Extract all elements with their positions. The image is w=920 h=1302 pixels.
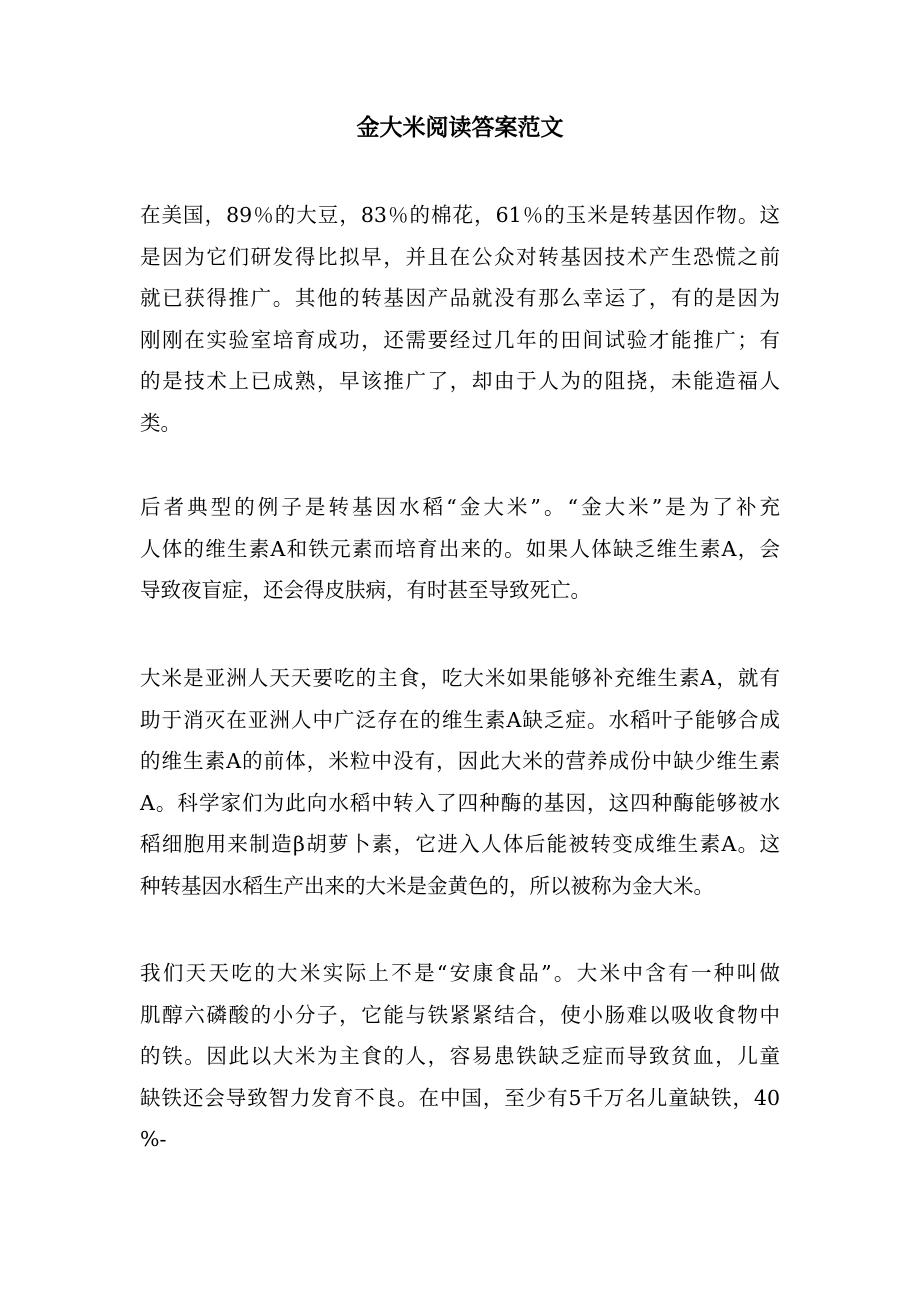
paragraph-vitamin-a xyxy=(140,658,780,907)
paragraph-line: 稻细胞用来制造β胡萝卜素，它进入人体后能被转变成维生素A。这 xyxy=(140,832,780,856)
document-title: 金大米阅读答案范文 xyxy=(356,114,564,141)
paragraph-line: %- xyxy=(140,1127,167,1151)
paragraph-line: 刚刚在实验室培育成功，还需要经过几年的田间试验才能推广；有 xyxy=(140,327,780,352)
paragraph-line: 就已获得推广。其他的转基因产品就没有那么幸运了，有的是因为 xyxy=(140,286,780,310)
paragraph-line: 是因为它们研发得比拟早，并且在公众对转基因技术产生恐慌之前 xyxy=(140,244,780,269)
paragraph-line: 助于消灭在亚洲人中广泛存在的维生素A缺乏症。水稻叶子能够合成 xyxy=(140,707,780,732)
paragraph-line: 缺铁还会导致智力发育不良。在中国，至少有5千万名儿童缺铁，40 xyxy=(140,1085,780,1110)
paragraph-line: A。科学家们为此向水稻中转入了四种酶的基因，这四种酶能够被水 xyxy=(140,790,780,815)
paragraph-line: 类。 xyxy=(140,410,181,435)
paragraph-golden-rice-intro xyxy=(140,487,780,612)
paragraph-line: 在美国，89％的大豆，83％的棉花，61％的玉米是转基因作物。这 xyxy=(140,203,780,227)
paragraph-line: 后者典型的例子是转基因水稻“金大米”。“金大米”是为了补充 xyxy=(140,495,780,519)
paragraph-line: 的维生素A的前体，米粒中没有，因此大米的营养成份中缺少维生素 xyxy=(140,749,780,773)
paragraph-line: 肌醇六磷酸的小分子，它能与铁紧紧结合，使小肠难以吸收食物中 xyxy=(140,1002,780,1027)
paragraph-line: 人体的维生素A和铁元素而培育出来的。如果人体缺乏维生素A，会 xyxy=(140,536,780,561)
paragraph-line: 导致夜盲症，还会得皮肤病，有时甚至导致死亡。 xyxy=(140,578,591,602)
paragraph-line: 我们天天吃的大米实际上不是“安康食品”。大米中含有一种叫做 xyxy=(140,961,780,985)
paragraph-line: 种转基因水稻生产出来的大米是金黄色的，所以被称为金大米。 xyxy=(140,873,714,898)
paragraph-line: 的是技术上已成熟，早该推广了，却由于人为的阻挠，未能造福人 xyxy=(140,369,780,393)
paragraph-gmo-crops xyxy=(140,195,780,444)
paragraph-line: 的铁。因此以大米为主食的人，容易患铁缺乏症而导致贫血，儿童 xyxy=(140,1044,780,1068)
paragraph-iron-deficiency xyxy=(140,953,780,1161)
paragraph-line: 大米是亚洲人天天要吃的主食，吃大米如果能够补充维生素A，就有 xyxy=(140,666,780,690)
